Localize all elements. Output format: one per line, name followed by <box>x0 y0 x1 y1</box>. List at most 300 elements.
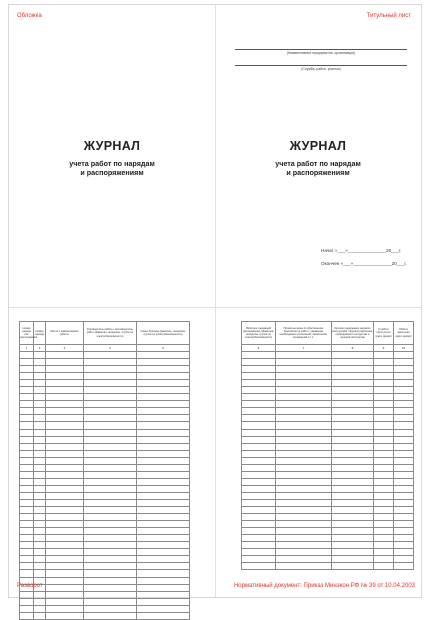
table-cell <box>34 387 46 394</box>
table-cell <box>242 422 276 429</box>
table-cell <box>46 436 84 443</box>
table-row <box>20 577 190 584</box>
table-cell <box>276 443 332 450</box>
table-cell <box>394 415 414 422</box>
table-cell <box>394 528 414 535</box>
table-cell <box>34 499 46 506</box>
table-cell <box>137 535 190 542</box>
table-row <box>20 457 190 464</box>
table-cell <box>137 436 190 443</box>
table-row <box>242 471 414 478</box>
table-cell <box>20 514 34 521</box>
table-cell <box>34 535 46 542</box>
table-cell <box>46 591 84 598</box>
table-cell <box>34 591 46 598</box>
right-header-row <box>242 322 414 345</box>
table-cell <box>276 563 332 570</box>
table-cell <box>20 563 34 570</box>
table-cell <box>137 359 190 366</box>
table-cell <box>20 542 34 549</box>
table-cell <box>84 443 137 450</box>
table-cell <box>374 535 394 542</box>
table-cell <box>34 528 46 535</box>
table-cell <box>46 612 84 619</box>
table-cell <box>46 471 84 478</box>
table-row <box>20 415 190 422</box>
table-cell <box>242 528 276 535</box>
table-cell <box>84 359 137 366</box>
column-number: 8 <box>332 345 374 352</box>
table-row <box>20 394 190 401</box>
left-header-cell: Место и наименование работы <box>46 322 84 345</box>
table-cell <box>137 429 190 436</box>
table-cell <box>242 556 276 563</box>
table-cell <box>34 380 46 387</box>
table-cell <box>394 394 414 401</box>
table-row <box>20 408 190 415</box>
table-cell <box>46 528 84 535</box>
table-cell <box>46 366 84 373</box>
table-cell <box>84 422 137 429</box>
table-cell <box>394 366 414 373</box>
table-cell <box>332 373 374 380</box>
table-cell <box>242 535 276 542</box>
table-cell <box>242 507 276 514</box>
table-cell <box>242 359 276 366</box>
table-cell <box>276 401 332 408</box>
cover-label: Обложка <box>17 13 42 19</box>
table-cell <box>84 485 137 492</box>
table-cell <box>137 577 190 584</box>
table-cell <box>242 436 276 443</box>
table-cell <box>332 394 374 401</box>
table-row <box>20 366 190 373</box>
table-cell <box>137 584 190 591</box>
table-cell <box>84 584 137 591</box>
table-cell <box>137 549 190 556</box>
table-row <box>242 394 414 401</box>
table-cell <box>46 352 84 359</box>
table-cell <box>242 471 276 478</box>
left-log-table <box>19 321 190 620</box>
table-cell <box>34 542 46 549</box>
table-row <box>20 521 190 528</box>
table-row <box>20 380 190 387</box>
table-row <box>242 373 414 380</box>
table-cell <box>242 429 276 436</box>
table-cell <box>34 556 46 563</box>
org-name-line <box>235 49 407 50</box>
column-number: 9 <box>374 345 394 352</box>
table-cell <box>20 507 34 514</box>
table-cell <box>46 535 84 542</box>
table-row <box>20 535 190 542</box>
table-row <box>20 499 190 506</box>
table-cell <box>242 457 276 464</box>
table-cell <box>242 450 276 457</box>
table-cell <box>332 549 374 556</box>
table-cell <box>374 443 394 450</box>
table-row <box>20 471 190 478</box>
title-page-label: Титульный лист <box>366 13 411 19</box>
table-cell <box>374 401 394 408</box>
table-cell <box>34 436 46 443</box>
table-cell <box>332 535 374 542</box>
table-cell <box>374 408 394 415</box>
table-cell <box>46 485 84 492</box>
table-row <box>20 563 190 570</box>
table-cell <box>20 485 34 492</box>
table-cell <box>20 570 34 577</box>
journal-spread <box>8 4 422 598</box>
table-cell <box>84 535 137 542</box>
table-cell <box>332 443 374 450</box>
table-cell <box>46 443 84 450</box>
table-cell <box>46 499 84 506</box>
table-cell <box>34 605 46 612</box>
table-cell <box>34 464 46 471</box>
table-cell <box>20 521 34 528</box>
table-cell <box>394 373 414 380</box>
table-cell <box>374 521 394 528</box>
table-row <box>20 549 190 556</box>
table-cell <box>84 380 137 387</box>
table-cell <box>394 556 414 563</box>
table-row <box>242 359 414 366</box>
right-header-cell: Работник, выдавший распоряжение (фамилия, инициалы, группа по электробезопасности) <box>242 322 276 345</box>
table-cell <box>242 401 276 408</box>
horizontal-divider <box>9 307 421 308</box>
table-row <box>242 366 414 373</box>
table-row <box>242 507 414 514</box>
table-cell <box>34 415 46 422</box>
table-row <box>20 478 190 485</box>
table-cell <box>84 464 137 471</box>
table-cell <box>276 549 332 556</box>
table-row <box>242 464 414 471</box>
table-row <box>20 598 190 605</box>
table-cell <box>332 485 374 492</box>
table-cell <box>46 521 84 528</box>
table-cell <box>34 401 46 408</box>
table-cell <box>374 471 394 478</box>
table-cell <box>20 373 34 380</box>
table-cell <box>34 521 46 528</box>
table-cell <box>332 457 374 464</box>
table-cell <box>137 373 190 380</box>
right-header-cell: Принятые меры по обеспечению безопасности работ с указанием необходимых отключений, заземлений, ограждений и т.п. <box>276 322 332 345</box>
left-header-cell: Номер наряда или распоряжения <box>20 322 34 345</box>
table-cell <box>20 478 34 485</box>
table-cell <box>137 478 190 485</box>
spread-label: Разворот <box>17 583 43 589</box>
table-cell <box>34 471 46 478</box>
table-cell <box>84 528 137 535</box>
table-row <box>242 478 414 485</box>
table-cell <box>46 457 84 464</box>
table-cell <box>20 499 34 506</box>
table-cell <box>46 464 84 471</box>
normative-label: Нормативный документ: Приказ Минэкон РФ № 39 от 10.04.2003 <box>233 583 415 589</box>
table-cell <box>276 394 332 401</box>
table-row <box>20 464 190 471</box>
table-row <box>242 380 414 387</box>
table-cell <box>394 401 414 408</box>
table-cell <box>20 556 34 563</box>
table-cell <box>332 401 374 408</box>
table-row <box>20 429 190 436</box>
table-cell <box>20 408 34 415</box>
table-cell <box>137 464 190 471</box>
right-header-cell: Работа закончена (дата, время) <box>394 322 414 345</box>
table-cell <box>276 429 332 436</box>
table-cell <box>242 408 276 415</box>
table-cell <box>394 499 414 506</box>
table-row <box>242 387 414 394</box>
table-row <box>242 450 414 457</box>
table-cell <box>84 514 137 521</box>
table-cell <box>276 366 332 373</box>
left-header-cell: Члены бригады (фамилия, инициалы, группа по электробезопасности) <box>137 322 190 345</box>
table-cell <box>276 436 332 443</box>
table-cell <box>34 563 46 570</box>
table-cell <box>137 450 190 457</box>
table-cell <box>242 485 276 492</box>
table-cell <box>46 577 84 584</box>
table-row <box>20 436 190 443</box>
table-cell <box>394 514 414 521</box>
table-cell <box>374 499 394 506</box>
table-cell <box>84 408 137 415</box>
table-cell <box>34 485 46 492</box>
table-cell <box>332 542 374 549</box>
table-cell <box>276 542 332 549</box>
table-cell <box>276 464 332 471</box>
table-cell <box>137 499 190 506</box>
table-cell <box>374 380 394 387</box>
table-cell <box>374 478 394 485</box>
table-row <box>242 415 414 422</box>
table-row <box>20 387 190 394</box>
table-row <box>20 401 190 408</box>
table-cell <box>332 387 374 394</box>
table-cell <box>20 359 34 366</box>
table-cell <box>46 542 84 549</box>
cover-title: ЖУРНАЛ <box>83 139 141 153</box>
table-cell <box>46 380 84 387</box>
column-number: 2 <box>34 345 46 352</box>
service-caption: (Служба, район, участок) <box>301 67 341 71</box>
table-cell <box>137 380 190 387</box>
table-cell <box>242 549 276 556</box>
table-cell <box>374 373 394 380</box>
table-row <box>20 443 190 450</box>
table-cell <box>374 485 394 492</box>
table-cell <box>137 387 190 394</box>
table-cell <box>137 570 190 577</box>
table-cell <box>34 492 46 499</box>
table-cell <box>374 422 394 429</box>
table-cell <box>20 457 34 464</box>
table-cell <box>332 521 374 528</box>
table-cell <box>46 478 84 485</box>
table-cell <box>34 514 46 521</box>
table-cell <box>46 422 84 429</box>
table-cell <box>276 528 332 535</box>
table-row <box>20 514 190 521</box>
table-cell <box>394 492 414 499</box>
table-cell <box>374 366 394 373</box>
table-cell <box>276 471 332 478</box>
table-cell <box>394 563 414 570</box>
table-cell <box>20 443 34 450</box>
table-cell <box>242 352 276 359</box>
table-cell <box>84 507 137 514</box>
table-row <box>242 443 414 450</box>
table-row <box>20 542 190 549</box>
table-cell <box>242 563 276 570</box>
table-cell <box>137 492 190 499</box>
table-cell <box>394 549 414 556</box>
table-cell <box>20 492 34 499</box>
table-cell <box>374 528 394 535</box>
table-cell <box>276 408 332 415</box>
vertical-divider <box>215 5 216 597</box>
table-cell <box>20 605 34 612</box>
table-cell <box>374 464 394 471</box>
table-cell <box>242 478 276 485</box>
table-cell <box>46 401 84 408</box>
table-row <box>242 429 414 436</box>
table-row <box>242 436 414 443</box>
table-cell <box>20 549 34 556</box>
table-cell <box>46 359 84 366</box>
table-cell <box>46 408 84 415</box>
left-header-row <box>20 322 190 345</box>
table-cell <box>394 450 414 457</box>
table-cell <box>137 457 190 464</box>
table-cell <box>276 535 332 542</box>
table-row <box>20 422 190 429</box>
table-cell <box>20 450 34 457</box>
table-row <box>20 584 190 591</box>
table-cell <box>137 352 190 359</box>
end-date: Окончен «___»_______________20___г. <box>321 261 407 266</box>
table-cell <box>242 373 276 380</box>
table-cell <box>332 450 374 457</box>
table-cell <box>242 443 276 450</box>
table-cell <box>84 401 137 408</box>
table-row <box>242 485 414 492</box>
table-cell <box>34 422 46 429</box>
table-cell <box>137 507 190 514</box>
table-cell <box>394 521 414 528</box>
table-cell <box>46 584 84 591</box>
table-cell <box>20 598 34 605</box>
table-cell <box>20 352 34 359</box>
table-row <box>20 528 190 535</box>
table-cell <box>332 352 374 359</box>
table-cell <box>137 521 190 528</box>
table-cell <box>34 478 46 485</box>
table-cell <box>332 556 374 563</box>
table-cell <box>84 394 137 401</box>
table-row <box>20 485 190 492</box>
table-row <box>242 352 414 359</box>
table-cell <box>34 450 46 457</box>
table-cell <box>84 457 137 464</box>
table-cell <box>332 478 374 485</box>
table-row <box>242 542 414 549</box>
table-cell <box>20 401 34 408</box>
table-cell <box>137 422 190 429</box>
table-cell <box>374 387 394 394</box>
table-cell <box>84 549 137 556</box>
table-cell <box>34 612 46 619</box>
table-cell <box>276 373 332 380</box>
table-cell <box>374 507 394 514</box>
table-cell <box>394 380 414 387</box>
column-number: 5 <box>137 345 190 352</box>
left-header-cell: Руководитель работы, производитель работ (фамилия, инициалы, группа по электробезопасности) <box>84 322 137 345</box>
table-cell <box>84 366 137 373</box>
table-cell <box>84 436 137 443</box>
table-cell <box>374 450 394 457</box>
table-cell <box>332 492 374 499</box>
table-cell <box>20 464 34 471</box>
table-cell <box>242 387 276 394</box>
table-cell <box>137 598 190 605</box>
table-cell <box>46 450 84 457</box>
table-row <box>242 556 414 563</box>
table-cell <box>332 366 374 373</box>
table-cell <box>84 471 137 478</box>
org-name-caption: (Наименование предприятия, организации) <box>286 51 356 55</box>
table-cell <box>137 415 190 422</box>
table-cell <box>84 352 137 359</box>
table-cell <box>242 380 276 387</box>
table-cell <box>374 352 394 359</box>
table-cell <box>394 478 414 485</box>
table-row <box>242 521 414 528</box>
table-cell <box>84 478 137 485</box>
table-cell <box>394 542 414 549</box>
table-cell <box>332 514 374 521</box>
table-cell <box>84 387 137 394</box>
service-line <box>235 65 407 66</box>
table-row <box>242 528 414 535</box>
table-cell <box>20 471 34 478</box>
table-cell <box>20 415 34 422</box>
table-cell <box>276 521 332 528</box>
column-number: 7 <box>276 345 332 352</box>
left-number-row <box>20 345 190 352</box>
table-cell <box>34 408 46 415</box>
table-cell <box>374 556 394 563</box>
table-cell <box>332 436 374 443</box>
table-cell <box>394 471 414 478</box>
table-cell <box>374 514 394 521</box>
table-cell <box>332 422 374 429</box>
table-row <box>20 450 190 457</box>
table-cell <box>34 507 46 514</box>
table-cell <box>84 492 137 499</box>
table-cell <box>242 394 276 401</box>
table-cell <box>276 492 332 499</box>
table-cell <box>332 499 374 506</box>
table-cell <box>332 464 374 471</box>
table-cell <box>20 612 34 619</box>
